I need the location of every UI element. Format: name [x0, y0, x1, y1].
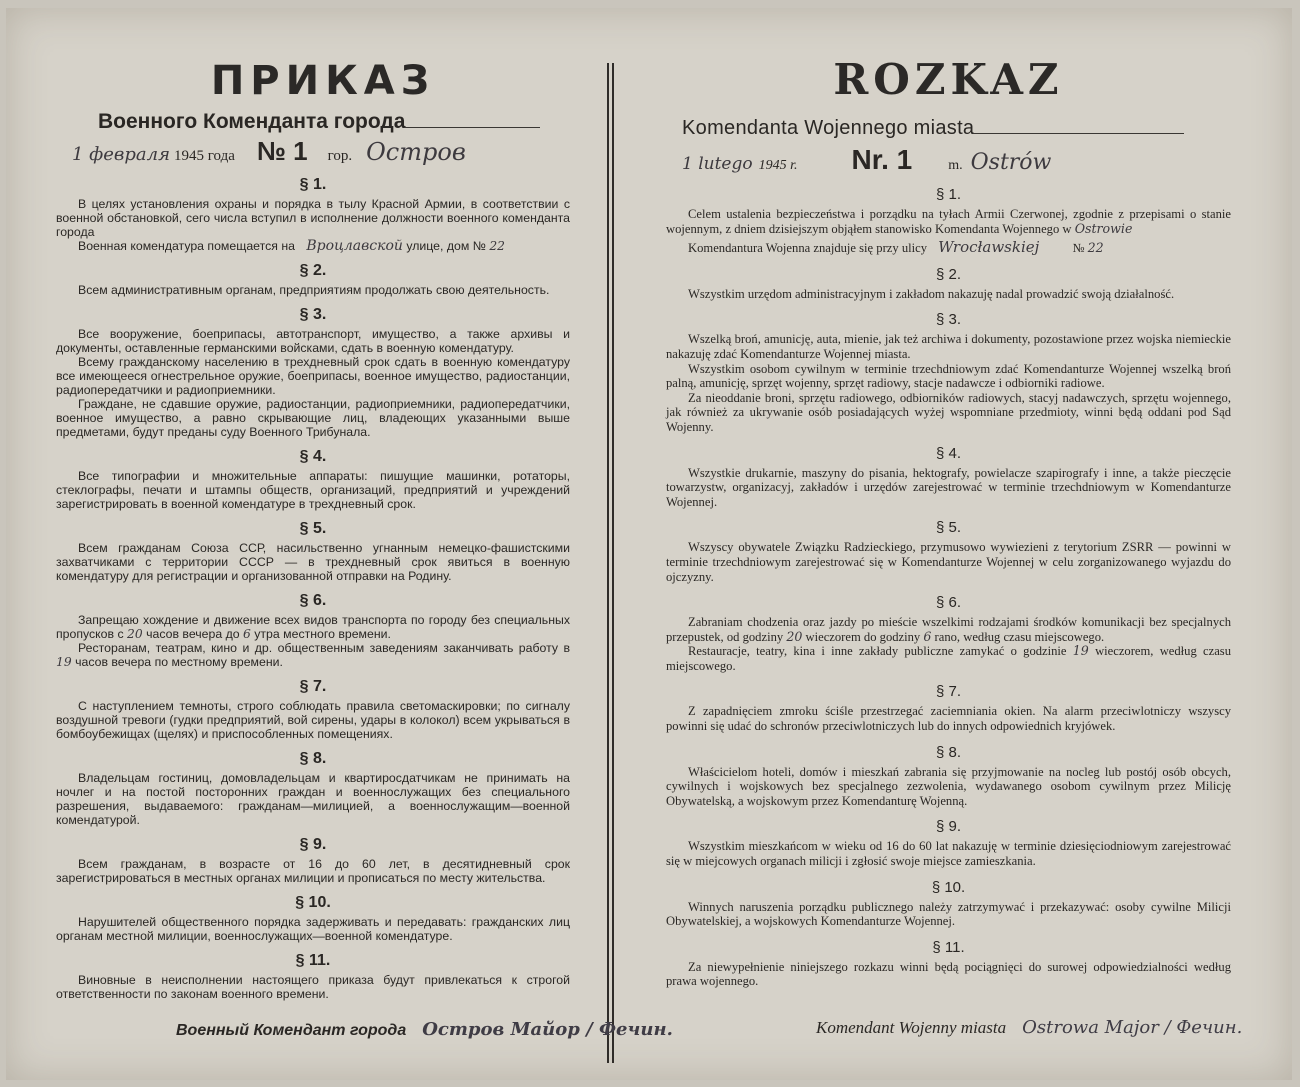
- pl-section-3-p3: Za nieoddanie broni, sprzętu radiowego, odbiorników radiowych, stacyj nadawczych, sprzętu wojennego, jak również za ukrywanie osób posiadających wyżej wspomniane przedmioty, winni będą oddani pod Sąd Wojenny.: [666, 390, 1231, 434]
- pl-section-10-text: Winnych naruszenia porządku publicznego należy zatrzymywać i przekazywać: osoby cywilne Milicji Obywatelskiej, a wojskowych Komendanturze Wojennej.: [666, 899, 1231, 929]
- polish-column: [666, 8, 1243, 1038]
- ru-section-8-text: Владельцам гостиниц, домовладельцам и квартиросдатчикам не принимать на ночлег и на постой посторонних граждан и военнослужащих без специального разрешения, выдаваемого: гражданам—милицией, а военнослужащим—военной комендатурой.: [56, 771, 570, 827]
- ru-title: ПРИКАЗ: [210, 58, 436, 104]
- pl-section-8-title: § 8.: [935, 743, 962, 761]
- pl-closing-text-a: Restauracje, teatry, kina i inne zakłady publiczne zamykać o godzinie: [688, 644, 1067, 659]
- ru-section-3-p1: Все вооружение, боеприпасы, автотранспорт, имущество, а также архивы и документы, оставленные германскими войсками, сдать в военную комендатуру.: [56, 327, 570, 355]
- pl-curfew-from-hand: 20: [786, 628, 803, 644]
- pl-section-1-title: § 1.: [935, 186, 962, 203]
- ru-subtitle: [98, 110, 570, 134]
- pl-curfew-text-a: Zabraniam chodzenia oraz jazdy po mieście wszelkimi rodzajami środków komunikacji bez specjalnych przepustek, od godziny: [666, 615, 1231, 644]
- pl-section-9-text: Wszystkim mieszkańcom w wieku od 16 do 60 lat nakazuję w terminie dziesięciodniowym zarejestrować się w miejcowych organach milicji i zgłosić swoje miejsce zamieszkania.: [666, 839, 1231, 869]
- pl-section-5-text: Wszyscy obywatele Związku Radzieckiego, przymusowo wywiezieni z terytorium ZSRR — powinni w terminie trzechdniowym zarejestrować się w Komendanturze Wojennej w celu zorganizowanego wyjazdu do ojczyzny.: [666, 540, 1231, 584]
- ru-section-4-text: Все типографии и множительные аппараты: пишущие машинки, ротаторы, стеклографы, печати и штампы обществ, организаций, предприятий и учреждений зарегистрировать в военной комендатуре в трехдневный срок.: [56, 469, 570, 511]
- ru-dateline: [72, 136, 570, 167]
- pl-section-10-title: § 10.: [931, 878, 966, 896]
- pl-s1-city-hand: Ostrowie: [1074, 220, 1133, 236]
- ru-city-prefix: гор.: [327, 148, 353, 164]
- ru-closing-text-b: часов вечера по местному времени.: [75, 655, 283, 669]
- pl-section-7-title: § 7.: [935, 683, 962, 701]
- ru-address-pre: Военная комендатура помещается на: [78, 239, 295, 253]
- ru-section-1-title: § 1.: [299, 176, 327, 193]
- ru-street-hand: Вроцлавской: [306, 238, 403, 254]
- ru-subtitle-rule: [405, 127, 540, 128]
- pl-signature-label: Komendant Wojenny miasta: [816, 1018, 1007, 1037]
- pl-section-5-title: § 5.: [935, 519, 962, 537]
- pl-section-3-p2: Wszystkim osobom cywilnym w terminie trzechdniowym zdać Komendanturze Wojennej wszelką broń palną, amunicję, sprzęt wojenny, sprzęt radiowy, stacje nadawcze i odbiorniki radiowe.: [666, 361, 1231, 391]
- ru-section-1-address: [56, 239, 570, 253]
- pl-section-4-text: Wszystkie drukarnie, maszyny do pisania, hektografy, powielacze szapirografy i inne, a także pieczęcie towarzystw, organizacyj, zakładów i urzędów zarejestrować w terminie trzechdniowym w Komendanturze Wojennej.: [666, 465, 1231, 509]
- ru-date-day: 1 февраля: [72, 144, 171, 165]
- ru-section-6-title: § 6.: [299, 592, 327, 609]
- pl-section-6-p1: [666, 615, 1231, 644]
- pl-section-2-title: § 2.: [935, 265, 962, 283]
- ru-section-1-text: В целях установления охраны и порядка в тылу Красной Армии, в соответствии с военной обстановкой, сего числа вступил в исполнение должности военного коменданта города: [56, 197, 570, 239]
- pl-section-6-p2: [666, 644, 1231, 673]
- ru-section-9-title: § 9.: [299, 836, 327, 853]
- pl-section-11-text: Za niewypełnienie niniejszego rozkazu winni będą pociągnięci do surowej odpowiedzialności według prawa wojennego.: [666, 959, 1231, 989]
- document-sheet: [6, 8, 1292, 1080]
- ru-section-3-title: § 3.: [299, 306, 327, 323]
- pl-section-4-title: § 4.: [935, 444, 962, 462]
- ru-section-11-title: § 11.: [295, 952, 331, 969]
- ru-curfew-to-hand: 6: [243, 627, 251, 641]
- ru-section-9-text: Всем гражданам, в возрасте от 16 до 60 лет, в десятидневный срок зарегистрироваться в местных органах милиции и прописаться по месту жительства.: [56, 857, 570, 885]
- ru-curfew-text-b: часов вечера до: [146, 627, 240, 641]
- pl-section-2-text: Wszystkim urzędom administracyjnym i zakładom nakazuję nadal prowadzić swoją działalność.: [688, 286, 1175, 301]
- pl-section-3-title: § 3.: [935, 311, 962, 329]
- ru-section-11-text: Виновные в неисполнении настоящего приказа будут привлекаться к строгой ответственности по законам военного времени.: [56, 973, 570, 1001]
- pl-section-3-p1: Wszelką broń, amunicję, auta, mienie, jak też archiwa i dokumenty, pozostawione przez wojska niemieckie nakazuję zdać Komendanturze Wojennej miasta.: [666, 332, 1231, 361]
- pl-s1-text-a: Celem ustalenia bezpieczeństwa i porządku na tyłach Armii Czerwonej, zgodnie z przepisami o stanie wojennym, z dniem dzisiejszym objąłem stanowisko Komendanta Wojennego w: [666, 207, 1231, 236]
- pl-section-7-text: Z zapadnięciem zmroku ściśle przestrzegać zaciemniania okien. Na alarm przeciwlotniczy wszyscy powinni się udać do schronów przeciwlotniczych lub do innych odpowiednich kryjówek.: [666, 704, 1231, 734]
- ru-section-10-title: § 10.: [295, 894, 331, 911]
- ru-section-6-p2: [56, 641, 570, 669]
- ru-signature-block: [176, 1019, 673, 1040]
- column-divider-left: [607, 63, 609, 1063]
- ru-section-5-title: § 5.: [299, 520, 327, 537]
- pl-section-11-title: § 11.: [932, 938, 965, 956]
- ru-section-2-title: § 2.: [299, 262, 327, 279]
- pl-closing-text-b: wieczorem, według czasu miejscowego.: [666, 644, 1231, 673]
- pl-dateline: [682, 144, 1231, 176]
- ru-section-6-p1: [56, 613, 570, 641]
- ru-section-10-text: Нарушителей общественного порядка задерживать и передавать: гражданских лиц органам местной милиции, военнослужащих—военной комендатуре.: [56, 915, 570, 943]
- ru-date-year: 1945 года: [174, 148, 235, 164]
- pl-order-number: Nr. 1: [851, 144, 913, 175]
- pl-title: ROZKAZ: [833, 55, 1064, 104]
- ru-city-hand: Остров: [366, 138, 466, 166]
- ru-order-number: № 1: [256, 136, 308, 166]
- ru-signature-label: Военный Комендант города: [176, 1022, 407, 1039]
- pl-closing-hand: 19: [1072, 643, 1089, 659]
- ru-section-7-title: § 7.: [299, 678, 327, 695]
- ru-curfew-text-a: Запрещаю хождение и движение всех видов транспорта по городу без специальных пропусков с: [56, 613, 570, 641]
- pl-date-day: 1 lutego: [682, 154, 753, 174]
- ru-closing-hand: 19: [56, 655, 72, 669]
- pl-section-1-address: [666, 240, 1231, 256]
- ru-signature-hand: Остров Майор / Фечин.: [422, 1019, 673, 1040]
- pl-section-9-title: § 9.: [935, 818, 962, 836]
- pl-section-1-text: [666, 207, 1231, 236]
- ru-curfew-from-hand: 20: [127, 627, 143, 641]
- column-divider-right: [612, 63, 614, 1063]
- pl-city-hand: Ostrów: [970, 150, 1052, 175]
- ru-section-7-text: С наступлением темноты, строго соблюдать правила светомаскировки; по сигналу воздушной тревоги (гудки предприятий, вой сирены, удары в колокол) всем укрываться в бомбоубежищах (щелях) и приспособленных помещениях.: [56, 699, 570, 741]
- pl-house-hand: 22: [1087, 240, 1104, 256]
- pl-section-6-title: § 6.: [935, 594, 962, 612]
- pl-subtitle: [682, 117, 1231, 140]
- ru-curfew-text-c: утра местного времени.: [254, 627, 391, 641]
- ru-house-hand: 22: [489, 239, 505, 253]
- ru-section-3-p2: Всему гражданскому населению в трехдневный срок сдать в военную комендатуру все имеющееся огнестрельное оружие, боеприпасы, военное имущество, радиостанции, радиопередатчики и радиоприемники.: [56, 355, 570, 397]
- ru-section-2-text: Всем административным органам, предприятиям продолжать свою деятельность.: [78, 283, 550, 297]
- ru-section-3-p3: Граждане, не сдавшие оружие, радиостанции, радиоприемники, радиопередатчики, военное имущество, а равно скрывающие лиц, владеющих указанными выше предметами, будут преданы суду Военного Трибунала.: [56, 397, 570, 439]
- ru-address-post: улице, дом №: [406, 239, 486, 253]
- ru-section-4-title: § 4.: [299, 448, 327, 465]
- pl-section-8-text: Właścicielom hoteli, domów i mieszkań zabrania się przyjmowanie na nocleg lub postój osób obcych, cywilnych i wojskowych bez specjalnego zezwolenia, wydawanego osobom cywilnym przez Milicję Obywatelską, a wojskowym przez Komendanturę Wojenną.: [666, 764, 1231, 808]
- pl-address-text: Komendantura Wojenna znajduje się przy ulicy: [688, 241, 928, 256]
- russian-column: [56, 8, 673, 1040]
- pl-subtitle-rule: [974, 133, 1184, 134]
- ru-section-5-text: Всем гражданам Союза ССР, насильственно угнанным немецко-фашистскими захватчиками с территории СССР — в трехдневный срок явиться в военную комендатуру для регистрации и организованной отправки на Родину.: [56, 541, 570, 583]
- pl-street-hand: Wrocławskiej: [938, 238, 1040, 257]
- ru-section-8-title: § 8.: [299, 750, 327, 767]
- pl-curfew-text-b: wieczorem do godziny: [805, 629, 921, 644]
- pl-curfew-to-hand: 6: [923, 628, 932, 644]
- ru-subtitle-text: Военного Коменданта города: [98, 110, 406, 133]
- ru-closing-text-a: Ресторанам, театрам, кино и др. общественным заведениям заканчивать работу в: [78, 641, 570, 655]
- pl-curfew-text-c: rano, według czasu miejscowego.: [934, 629, 1105, 644]
- pl-signature-hand: Ostrowa Major / Фечин.: [1022, 1017, 1243, 1038]
- pl-signature-block: [816, 1017, 1243, 1038]
- pl-city-prefix: m.: [948, 158, 963, 173]
- pl-date-year: 1945 r.: [758, 158, 798, 173]
- pl-house-label: №: [1072, 241, 1085, 256]
- pl-subtitle-text: Komendanta Wojennego miasta: [682, 117, 975, 139]
